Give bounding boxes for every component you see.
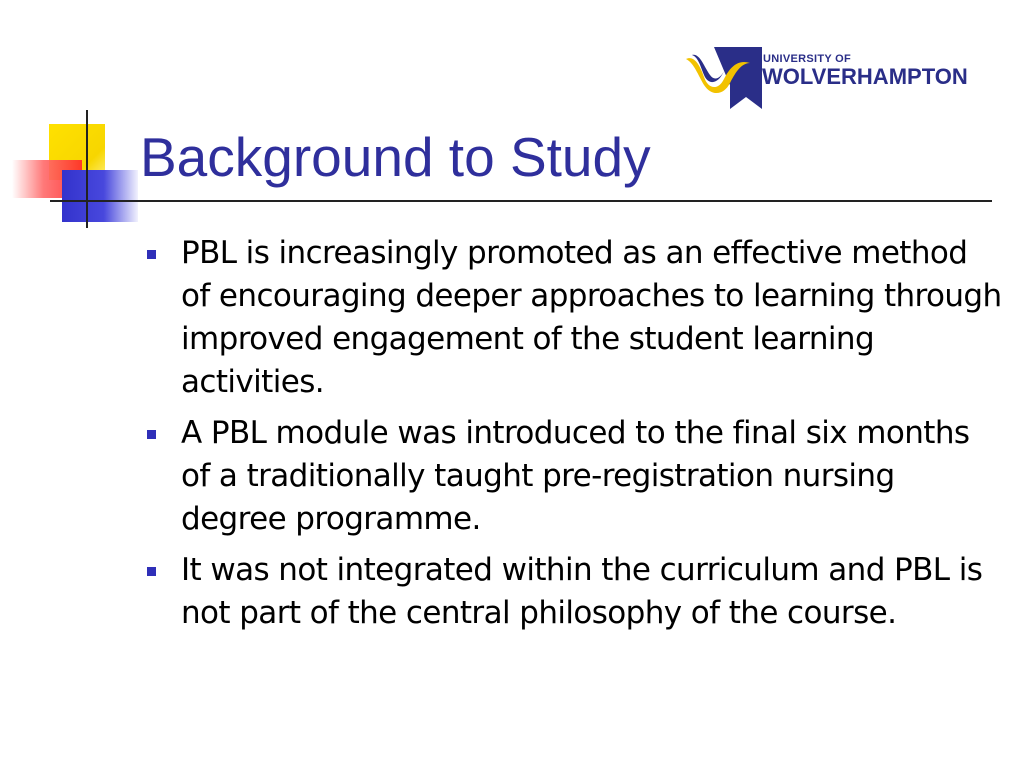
- blue-square: [62, 170, 138, 222]
- bullet-text: A PBL module was introduced to the final six months of a traditionally taught pre-registration nursing degree programme.: [181, 415, 970, 537]
- bullet-text: PBL is increasingly promoted as an effective method of encouraging deeper approaches to learning through improved engagement of the student learning activities.: [181, 235, 1002, 400]
- bullet-item: [143, 232, 1003, 404]
- bullet-text: It was not integrated within the curriculum and PBL is not part of the central philosophy of the course.: [181, 552, 983, 631]
- decorative-squares: [0, 0, 150, 240]
- wolverhampton-emblem-icon: [684, 45, 764, 111]
- square-bullet-icon: [147, 430, 156, 439]
- square-bullet-icon: [147, 250, 156, 259]
- slide-title: Background to Study: [140, 126, 651, 188]
- vertical-rule: [86, 110, 88, 228]
- logo-text-top: UNIVERSITY OF: [763, 53, 852, 65]
- title-underline-rule: [50, 200, 992, 202]
- bullet-item: [143, 549, 1003, 635]
- square-bullet-icon: [147, 567, 156, 576]
- university-logo: [684, 45, 984, 113]
- bullet-list: [143, 232, 1003, 643]
- bullet-item: [143, 412, 1003, 541]
- logo-text-main: WOLVERHAMPTON: [762, 64, 968, 89]
